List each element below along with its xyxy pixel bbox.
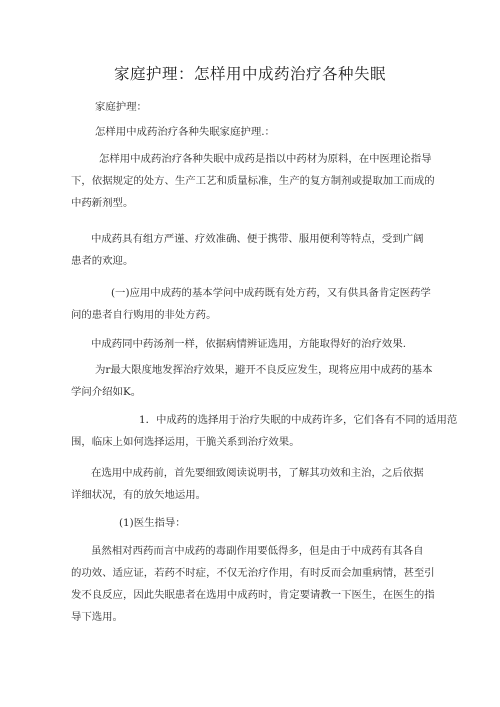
- paragraph-9: [71, 462, 433, 506]
- paragraph-line: 的功效、适应证，若药不时症，不仅无治疗作用，有时反而会加重病情，甚至引: [71, 567, 435, 579]
- document-title: 家庭护理：怎样用中成药治疗各种失眠: [113, 65, 386, 83]
- paragraph-line: 详细状况，有的放矢地运用。: [71, 489, 207, 501]
- paragraph-line: 导下选用。: [71, 611, 123, 623]
- paragraph-7: [71, 359, 433, 403]
- paragraph-1: [95, 96, 457, 118]
- paragraph-line: 中成药具有组方严谨、疗效准确、便于携带、服用便利等特点，受到广阔: [91, 233, 424, 245]
- paragraph-line: 中药新剂型。: [71, 197, 134, 209]
- paragraph-6: [71, 333, 433, 355]
- paragraph-line: 怎样用中成药治疗各种失眠家庭护理.：: [95, 126, 275, 138]
- paragraph-4: [71, 228, 433, 272]
- paragraph-5: [71, 282, 433, 326]
- paragraph-line: (1)医生指导：: [119, 517, 186, 529]
- paragraph-line: 患者的欢迎。: [71, 255, 134, 267]
- paragraph-3: [71, 148, 433, 214]
- paragraph-line: 虽然相对西药而言中成药的毒副作用要低得多，但是由于中成药有其各自: [91, 545, 424, 557]
- paragraph-line: 学问介绍如K。: [71, 386, 142, 398]
- paragraph-line: 发不良反应，因此失眠患者在选用中成药时，肯定要请教一下医生，在医生的指: [71, 589, 435, 601]
- paragraph-line: 1．中成药的选择用于治疗失眠的中成药许多，它们各有不同的适用范: [139, 414, 458, 426]
- paragraph-line: 问的患者自行购用的非处方药。: [71, 309, 217, 321]
- paragraph-line: (一)应用中成药的基本学问中成药既有处方药，又有供具备肯定医药学: [111, 287, 431, 299]
- paragraph-line: 下，依据规定的处方、生产工艺和质量标准，生产的复方制剂或提取加工而成的: [71, 175, 435, 187]
- paragraph-2: [95, 121, 457, 143]
- paragraph-10: [71, 512, 433, 534]
- paragraph-line: 怎样用中成药治疗各种失眠中成药是指以中药材为原料，在中医理论指导: [99, 153, 432, 165]
- paragraph-line: 家庭护理：: [95, 101, 147, 113]
- paragraph-11: [71, 540, 433, 628]
- paragraph-line: 中成药同中药汤剂一样，依据病情辨证选用，方能取得好的治疗效果.: [91, 338, 407, 350]
- paragraph-line: 在选用中成药前，首先要细致阅读说明书，了解其功效和主治，之后依据: [91, 467, 424, 479]
- paragraph-line: 为r最大限度地发挥治疗效果，避开不良反应发生，现将应用中成药的基本: [95, 364, 433, 376]
- paragraph-8: [71, 409, 458, 453]
- paragraph-line: 围，临床上如何选择运用，干脆关系到治疗效果。: [71, 436, 300, 448]
